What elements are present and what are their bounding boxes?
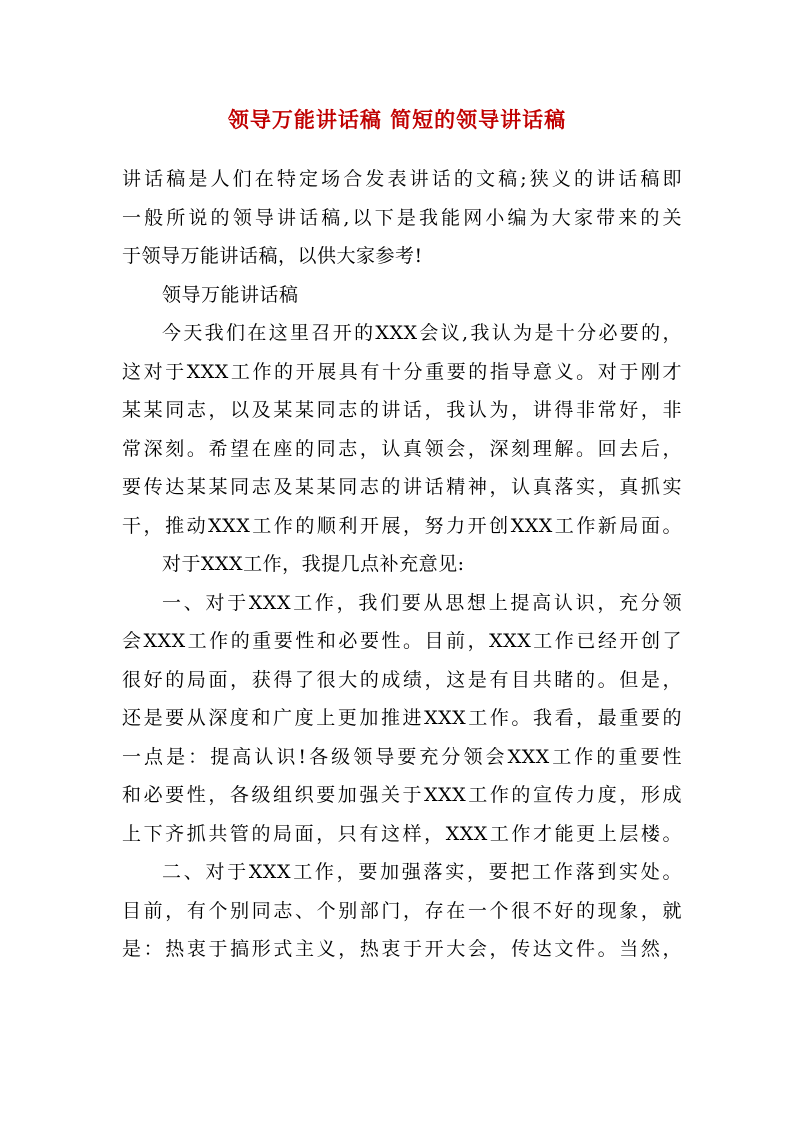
- document-title: 领导万能讲话稿 简短的领导讲话稿: [227, 107, 567, 132]
- paragraph-line: 一般所说的领导讲话稿,以下是我能网小编为大家带来的关: [122, 206, 682, 229]
- paragraph-line: 于领导万能讲话稿，以供大家参考!: [122, 245, 423, 267]
- paragraph-line: 目前，有个别同志、个别部门，存在一个很不好的现象，就: [122, 899, 682, 922]
- paragraph-line: 会XXX工作的重要性和必要性。目前，XXX工作已经开创了: [122, 630, 682, 652]
- paragraph-line: 一、对于XXX工作，我们要从思想上提高认识，充分领: [162, 591, 682, 614]
- paragraph-line: 还是要从深度和广度上更加推进XXX工作。我看，最重要的: [122, 707, 682, 729]
- paragraph-line: 今天我们在这里召开的XXX会议,我认为是十分必要的，: [162, 322, 682, 344]
- paragraph-line: 常深刻。希望在座的同志，认真领会，深刻理解。回去后，: [122, 437, 682, 460]
- paragraph-line: 二、对于XXX工作，要加强落实，要把工作落到实处。: [162, 861, 682, 883]
- paragraph-line: 干，推动XXX工作的顺利开展，努力开创XXX工作新局面。: [122, 514, 682, 537]
- paragraph-line: 这对于XXX工作的开展具有十分重要的指导意义。对于刚才: [122, 360, 682, 383]
- document-body: [122, 160, 682, 969]
- paragraph-line: 对于XXX工作，我提几点补充意见:: [162, 553, 465, 575]
- paragraph-line: 讲话稿是人们在特定场合发表讲话的文稿;狭义的讲话稿即: [122, 168, 682, 190]
- section-heading: 领导万能讲话稿: [162, 283, 299, 306]
- paragraph-line: 和必要性，各级组织要加强关于XXX工作的宣传力度，形成: [122, 784, 682, 806]
- paragraph-line: 上下齐抓共管的局面，只有这样，XXX工作才能更上层楼。: [122, 822, 682, 845]
- paragraph-line: 很好的局面，获得了很大的成绩，这是有目共睹的。但是，: [122, 668, 682, 691]
- paragraph-line: 是：热衷于搞形式主义，热衷于开大会，传达文件。当然，: [122, 938, 682, 960]
- paragraph-line: 要传达某某同志及某某同志的讲话精神，认真落实，真抓实: [122, 476, 682, 498]
- paragraph-line: 一点是：提高认识!各级领导要充分领会XXX工作的重要性: [122, 745, 682, 768]
- paragraph-line: 某某同志，以及某某同志的讲话，我认为，讲得非常好，非: [122, 399, 682, 421]
